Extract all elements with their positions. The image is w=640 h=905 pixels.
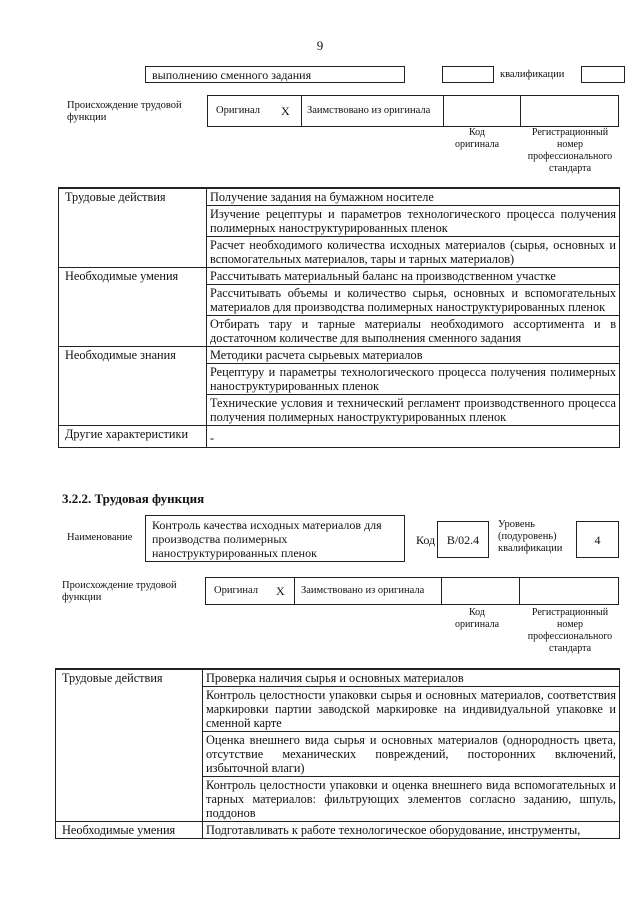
divider bbox=[301, 96, 302, 126]
level-value-box bbox=[576, 521, 619, 558]
divider bbox=[441, 578, 442, 604]
registration-caption: Регистрационный номер профессионального стандарта bbox=[527, 607, 613, 654]
table-cell: Рассчитывать материальный баланс на производственном участке bbox=[207, 268, 620, 285]
functions-table-2 bbox=[55, 668, 620, 839]
borrowed-label: Заимствовано из оригинала bbox=[301, 585, 425, 596]
code-box bbox=[442, 66, 494, 83]
level-value: 4 bbox=[594, 532, 601, 547]
table-cell: Контроль целостности упаковки и оценка внешнего вида вспомогательных и тарных материалов: фильтрующих элементов согласно заданию, шпуль, поддонов bbox=[203, 777, 620, 822]
page-number: 9 bbox=[316, 38, 324, 53]
original-label: Оригинал bbox=[214, 585, 258, 596]
code-value-box bbox=[437, 521, 489, 558]
table-cell: Изучение рецептуры и параметров технологического процесса получения полимерных наноструктурированных пленок bbox=[207, 206, 620, 237]
function-name-box bbox=[145, 66, 405, 83]
table-cell: Подготавливать к работе технологическое оборудование, инструменты, bbox=[203, 822, 620, 839]
level-label: Уровень (подуровень) квалификации bbox=[498, 519, 563, 554]
level-box bbox=[581, 66, 625, 83]
row-label: Необходимые умения bbox=[56, 822, 203, 839]
row-label: Необходимые знания bbox=[59, 347, 207, 426]
table-cell: Рассчитывать объемы и количество сырья, основных и вспомогательных материалов для производства полимерных наноструктурированных пленок bbox=[207, 285, 620, 316]
origin-label: Происхождение трудовой функции bbox=[62, 580, 177, 603]
name-label: Наименование bbox=[67, 532, 133, 543]
divider bbox=[520, 96, 521, 126]
table-cell: Рецептуру и параметры технологического процесса получения полимерных наноструктурированных пленок bbox=[207, 364, 620, 395]
original-code-caption: Код оригинала bbox=[454, 607, 500, 630]
original-mark: X bbox=[281, 104, 290, 118]
original-code-caption: Код оригинала bbox=[454, 127, 500, 150]
table-cell: Расчет необходимого количества исходных материалов (сырья, основных и вспомогательных материалов, тары и тарных материалов) bbox=[207, 237, 620, 268]
borrowed-label: Заимствовано из оригинала bbox=[307, 105, 431, 116]
registration-caption: Регистрационный номер профессионального стандарта bbox=[527, 127, 613, 174]
functions-table-1 bbox=[58, 187, 620, 448]
function-name-text: выполнению сменного задания bbox=[152, 68, 312, 82]
original-mark: X bbox=[276, 584, 285, 598]
original-label: Оригинал bbox=[216, 105, 260, 116]
table-cell: Проверка наличия сырья и основных материалов bbox=[203, 669, 620, 687]
divider bbox=[294, 578, 295, 604]
code-label: Код bbox=[416, 533, 436, 547]
function-name-box bbox=[145, 515, 405, 562]
row-label: Трудовые действия bbox=[59, 188, 207, 268]
code-value: B/02.4 bbox=[446, 532, 480, 547]
function-name-text: Контроль качества исходных материалов для производства полимерных наноструктурированных пленок bbox=[152, 518, 382, 560]
table-cell: Оценка внешнего вида сырья и основных материалов (однородность цвета, отсутствие механических повреждений, посторонних включений, избыточной влаги) bbox=[203, 732, 620, 777]
row-label: Другие характеристики bbox=[59, 426, 207, 448]
divider bbox=[519, 578, 520, 604]
row-label: Необходимые умения bbox=[59, 268, 207, 347]
qualification-label: квалификации bbox=[500, 69, 565, 80]
table-cell: Отбирать тару и тарные материалы необходимого ассортимента и в достаточном количестве для выполнения сменного задания bbox=[207, 316, 620, 347]
divider bbox=[443, 96, 444, 126]
origin-row bbox=[205, 577, 619, 605]
origin-row bbox=[207, 95, 619, 127]
table-cell: Контроль целостности упаковки сырья и основных материалов, соответствия маркировки партии заводской маркировке на индивидуальной упаковке и сменной карте bbox=[203, 687, 620, 732]
section-heading: 3.2.2. Трудовая функция bbox=[62, 491, 205, 506]
origin-label: Происхождение трудовой функции bbox=[67, 100, 182, 123]
table-cell: - bbox=[207, 426, 620, 448]
table-cell: Технические условия и технический регламент производственного процесса получения полимерных наноструктурированных пленок bbox=[207, 395, 620, 426]
table-cell: Методики расчета сырьевых материалов bbox=[207, 347, 620, 364]
row-label: Трудовые действия bbox=[56, 669, 203, 822]
table-cell: Получение задания на бумажном носителе bbox=[207, 188, 620, 206]
